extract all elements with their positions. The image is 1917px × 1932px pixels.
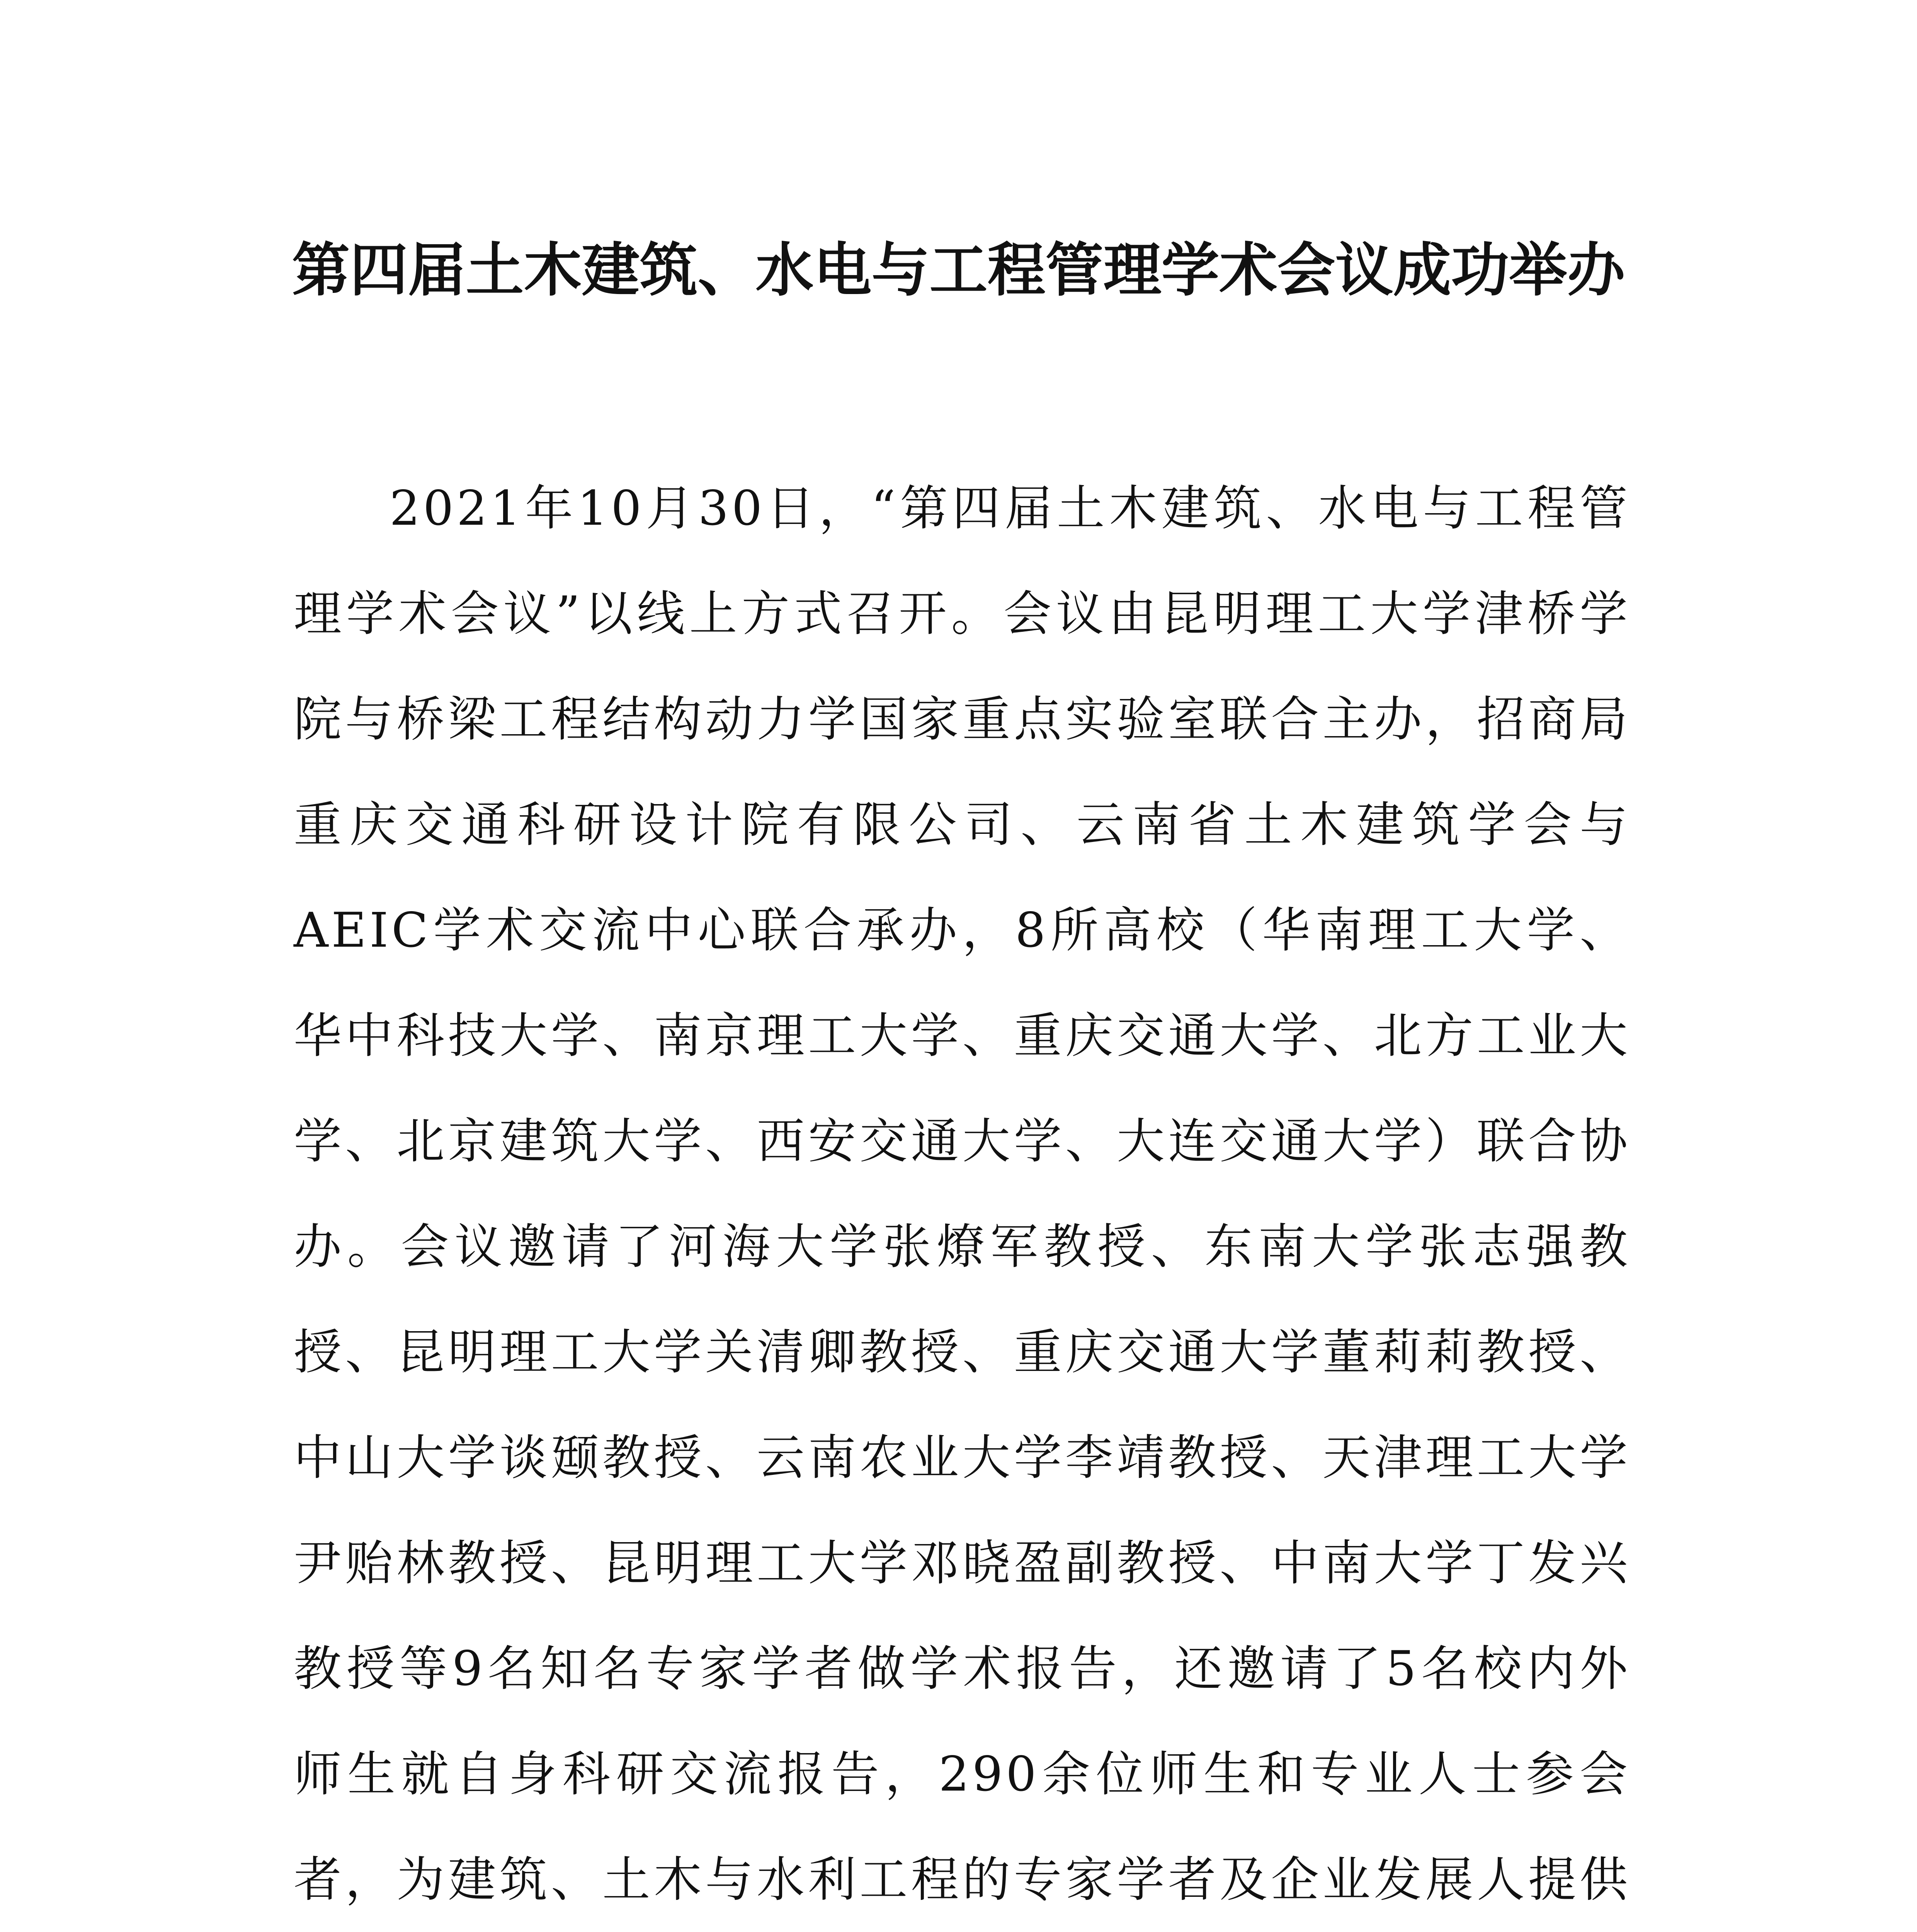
document-title: 第四届土木建筑、水电与工程管理学术会议成功举办 — [292, 237, 1625, 304]
paragraph-conference-overview: 2021年10月30日，“第四届土木建筑、水电与工程管理学术会议”以线上方式召开。会议由昆明理工大学津桥学院与桥梁工程结构动力学国家重点实验室联合主办，招商局重庆交通科研设计院有限公司、云南省土木建筑学会与AEIC学术交流中心联合承办，8所高校（华南理工大学、华中科技大学、南京理工大学、重庆交通大学、北方工业大学、北京建筑大学、西安交通大学、大连交通大学）联合协办。会议邀请了河海大学张燎军教授、东南大学张志强教授、昆明理工大学关清卿教授、重庆交通大学董莉莉教授、中山大学谈颋教授、云南农业大学李靖教授、天津理工大学尹贻林教授、昆明理工大学邓晓盈副教授、中南大学丁发兴教授等9名知名专家学者做学术报告，还邀请了5名校内外师生就自身科研交流报告，290余位师生和专业人士参会者，为建筑、土木与水利工程的专家学者及企业发展人提供 — [294, 481, 1631, 1908]
document-body — [294, 456, 1631, 1932]
